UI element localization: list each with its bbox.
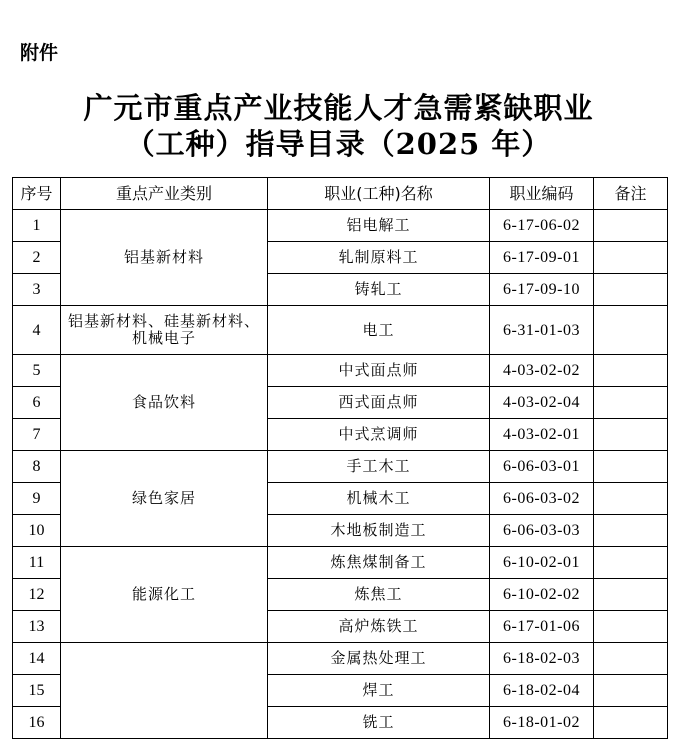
row-note [594, 210, 668, 242]
table-row [13, 451, 668, 483]
row-code: 6-18-02-03 [490, 643, 594, 675]
row-job: 炼焦工 [268, 579, 490, 611]
header-code: 职业编码 [490, 178, 594, 210]
row-job: 铣工 [268, 707, 490, 739]
row-seq: 12 [13, 579, 61, 611]
row-code: 6-10-02-01 [490, 547, 594, 579]
row-seq: 1 [13, 210, 61, 242]
row-note [594, 579, 668, 611]
row-seq: 9 [13, 483, 61, 515]
row-code: 6-10-02-02 [490, 579, 594, 611]
table-row [13, 355, 668, 387]
header-job: 职业(工种)名称 [268, 178, 490, 210]
row-job: 炼焦煤制备工 [268, 547, 490, 579]
row-job: 手工木工 [268, 451, 490, 483]
row-seq: 2 [13, 242, 61, 274]
document-title-line-2: （工种）指导目录（2025 年） [125, 127, 552, 161]
row-note [594, 387, 668, 419]
row-job: 高炉炼铁工 [268, 611, 490, 643]
row-seq: 16 [13, 707, 61, 739]
row-job: 铝电解工 [268, 210, 490, 242]
row-job: 轧制原料工 [268, 242, 490, 274]
row-note [594, 419, 668, 451]
row-seq: 6 [13, 387, 61, 419]
table-row [13, 643, 668, 675]
row-job: 机械木工 [268, 483, 490, 515]
row-seq: 5 [13, 355, 61, 387]
row-note [594, 451, 668, 483]
category-cell: 铝基新材料 [61, 210, 268, 306]
table-header-row [13, 178, 668, 210]
category-cell: 绿色家居 [61, 451, 268, 547]
row-note [594, 355, 668, 387]
row-code: 6-06-03-02 [490, 483, 594, 515]
row-job: 中式烹调师 [268, 419, 490, 451]
row-seq: 3 [13, 274, 61, 306]
category-cell: 能源化工 [61, 547, 268, 643]
row-note [594, 242, 668, 274]
row-seq: 13 [13, 611, 61, 643]
header-category: 重点产业类别 [61, 178, 268, 210]
header-seq: 序号 [13, 178, 61, 210]
row-note [594, 274, 668, 306]
row-code: 4-03-02-02 [490, 355, 594, 387]
row-note [594, 483, 668, 515]
row-note [594, 547, 668, 579]
row-code: 6-17-09-10 [490, 274, 594, 306]
row-note [594, 306, 668, 355]
row-job: 焊工 [268, 675, 490, 707]
category-cell [61, 643, 268, 739]
row-note [594, 515, 668, 547]
row-seq: 14 [13, 643, 61, 675]
row-code: 6-06-03-03 [490, 515, 594, 547]
row-job: 木地板制造工 [268, 515, 490, 547]
row-code: 6-17-09-01 [490, 242, 594, 274]
row-seq: 8 [13, 451, 61, 483]
occupation-table [12, 177, 668, 739]
row-code: 6-17-06-02 [490, 210, 594, 242]
row-seq: 15 [13, 675, 61, 707]
table-row [13, 306, 668, 355]
header-note: 备注 [594, 178, 668, 210]
category-cell: 铝基新材料、硅基新材料、机械电子 [61, 306, 268, 355]
row-job: 西式面点师 [268, 387, 490, 419]
row-code: 6-18-02-04 [490, 675, 594, 707]
row-seq: 11 [13, 547, 61, 579]
row-seq: 10 [13, 515, 61, 547]
row-note [594, 611, 668, 643]
row-job: 金属热处理工 [268, 643, 490, 675]
row-note [594, 675, 668, 707]
row-note [594, 643, 668, 675]
row-code: 6-18-01-02 [490, 707, 594, 739]
row-code: 4-03-02-01 [490, 419, 594, 451]
row-code: 6-17-01-06 [490, 611, 594, 643]
row-seq: 4 [13, 306, 61, 355]
row-seq: 7 [13, 419, 61, 451]
table-row [13, 210, 668, 242]
row-job: 铸轧工 [268, 274, 490, 306]
row-job: 电工 [268, 306, 490, 355]
table-row [13, 547, 668, 579]
row-code: 6-31-01-03 [490, 306, 594, 355]
row-job: 中式面点师 [268, 355, 490, 387]
row-code: 4-03-02-04 [490, 387, 594, 419]
category-cell: 食品饮料 [61, 355, 268, 451]
document-title-line-1: 广元市重点产业技能人才急需紧缺职业 [83, 91, 594, 125]
row-code: 6-06-03-01 [490, 451, 594, 483]
row-note [594, 707, 668, 739]
attachment-label: 附件 [20, 42, 59, 64]
